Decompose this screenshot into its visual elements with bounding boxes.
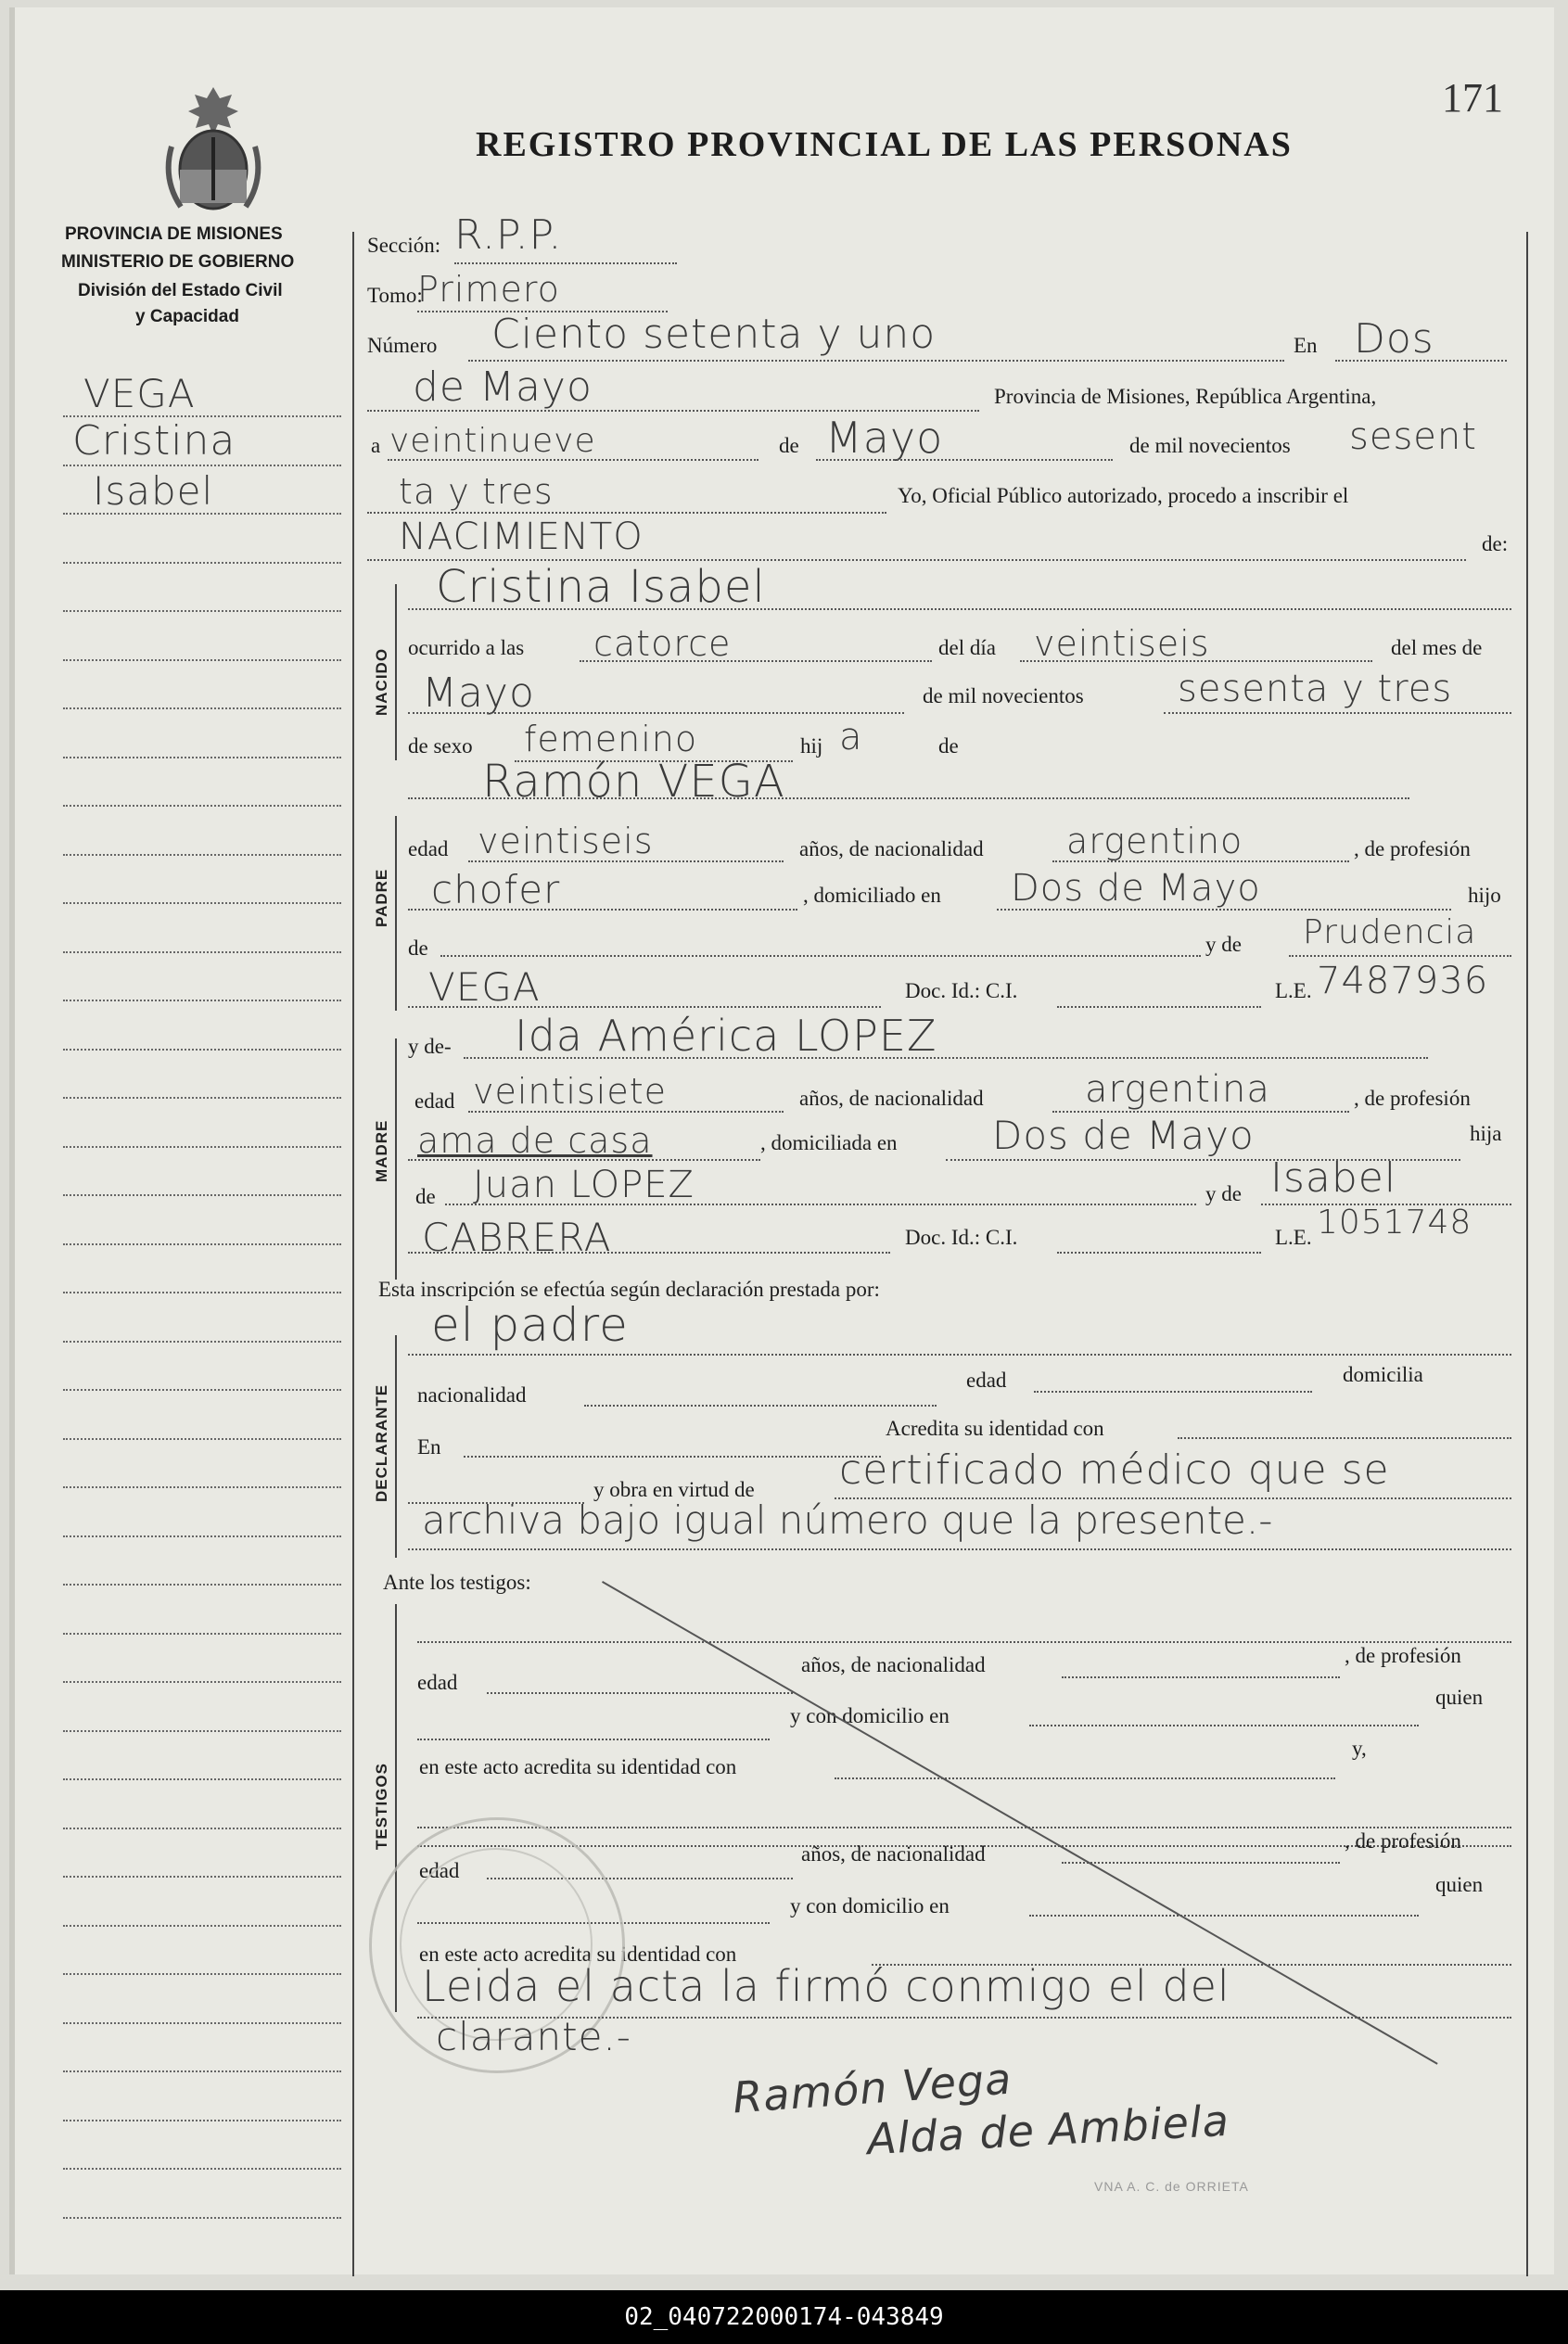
padre-dom-label: , domiciliado en: [803, 884, 941, 907]
padre-de-label: de: [408, 936, 428, 960]
nac-anio-line: [1164, 712, 1511, 714]
madre-doc-label: Doc. Id.: C.I.: [905, 1226, 1018, 1249]
coat-of-arms-icon: [162, 82, 264, 216]
signature-declarante: Ramón Vega: [731, 2053, 1013, 2123]
dia-line: [1020, 660, 1372, 662]
t1-dom-line: [1029, 1725, 1419, 1726]
madre-edad-value: veintisiete: [473, 1071, 667, 1112]
madre-yde-label: y de-: [408, 1035, 452, 1058]
margin-divider: [352, 232, 354, 2276]
margin-line: [63, 1000, 341, 1001]
t1-prof-line: [417, 1739, 770, 1740]
madre-padre-value: Juan LOPEZ: [473, 1164, 695, 1206]
inscripcion-label: Esta inscripción se efectúa según declaración prestada por:: [378, 1278, 880, 1301]
a-label: a: [371, 434, 381, 457]
madre-prof-line: [408, 1159, 760, 1161]
seccion-label: Sección:: [367, 234, 441, 257]
padre-nombre-line: [408, 797, 1409, 799]
margin-line: [63, 1973, 341, 1975]
ministry-label: MINISTERIO DE GOBIERNO: [61, 252, 295, 272]
de-mil-label-2: de mil novecientos: [923, 684, 1084, 707]
decl-dom-label: domicilia: [1343, 1363, 1423, 1386]
side-label-nacido: NACIDO: [373, 647, 390, 716]
numero-line: [468, 360, 1284, 362]
madre-madre-value: Isabel: [1270, 1154, 1397, 1202]
en2-line: [367, 410, 979, 412]
padre-le-label: L.E.: [1275, 979, 1312, 1002]
ocurrido-label: ocurrido a las: [408, 636, 525, 659]
margin-line: [63, 2168, 341, 2170]
margin-line: [63, 707, 341, 709]
madre-edad-label: edad: [414, 1089, 455, 1113]
t1-edad-label: edad: [417, 1671, 458, 1694]
madre-le-label: L.E.: [1275, 1226, 1312, 1249]
margin-line: [63, 1486, 341, 1488]
cierre-line-1: Leida el acta la firmó conmigo el del: [422, 1961, 1230, 2011]
t2-prof-label: , de profesión: [1345, 1829, 1461, 1853]
margin-line: [63, 902, 341, 904]
margin-line: [63, 1389, 341, 1391]
obra-value-2: archiva bajo igual número que la presente.-: [422, 1497, 1273, 1543]
page-title: REGISTRO PROVINCIAL DE LAS PERSONAS: [476, 125, 1293, 164]
tomo-label: Tomo:: [367, 284, 423, 307]
padre-yde-label: y de: [1205, 933, 1242, 956]
padre-de-line: [440, 955, 1201, 957]
de-colon-label: de:: [1482, 532, 1509, 555]
margin-line: [63, 513, 341, 515]
padre-prof-value: chofer: [431, 867, 561, 912]
provincia-label: Provincia de Misiones, República Argentina,: [994, 385, 1377, 408]
page-number: 171: [1442, 75, 1503, 121]
declarante-value: el padre: [431, 1298, 629, 1352]
decl-nac-line: [584, 1405, 937, 1407]
margin-line: [63, 805, 341, 807]
tomo-value: Primero: [417, 269, 560, 310]
numero-value: Ciento setenta y uno: [491, 311, 937, 358]
madre-madre-ap-value: CABRERA: [422, 1215, 612, 1260]
margin-line: [63, 1146, 341, 1148]
hija-label: hija: [1470, 1122, 1502, 1145]
padre-edad-value: veintiseis: [478, 821, 654, 861]
oficial-label: Yo, Oficial Público autorizado, procedo a inscribir el: [898, 484, 1349, 507]
sexo-value: femenino: [524, 719, 698, 759]
t1-prof-label: , de profesión: [1345, 1644, 1461, 1667]
margin-line: [63, 2022, 341, 2024]
margin-line: [63, 1633, 341, 1635]
side-label-declarante: DECLARANTE: [373, 1383, 390, 1502]
hij-label: hij: [800, 734, 823, 758]
padre-madre-value: Prudencia: [1303, 913, 1477, 951]
margin-line: [63, 415, 341, 417]
numero-label: Número: [367, 334, 438, 357]
decl-edad-line: [1034, 1391, 1312, 1393]
nombre-value: Cristina Isabel: [436, 561, 766, 613]
scan-id-footer: 02_040722000174-043849: [0, 2290, 1568, 2344]
padre-bracket: [395, 816, 397, 1011]
madre-dom-label: , domiciliada en: [760, 1131, 898, 1154]
margin-line: [63, 1097, 341, 1099]
margin-line: [63, 1194, 341, 1196]
hijo-label: hijo: [1468, 884, 1501, 907]
madre-bracket: [395, 1038, 397, 1280]
padre-le-value: 7487936: [1317, 960, 1489, 1002]
nac-mes-value: Mayo: [422, 669, 535, 717]
margin-line: [63, 1292, 341, 1293]
margin-line: [63, 757, 341, 758]
padre-prof-label: , de profesión: [1354, 837, 1471, 860]
margin-line: [63, 2070, 341, 2072]
anio-value-2: ta y tres: [399, 471, 554, 512]
madre-yde2-label: y de: [1205, 1182, 1242, 1205]
t2-quien-label: quien: [1435, 1873, 1484, 1896]
madre-ap-line: [408, 1252, 890, 1254]
margin-line: [63, 1730, 341, 1732]
padre-doc-line: [1057, 1006, 1261, 1008]
margin-line: [63, 1243, 341, 1245]
t2-dom-label: y con domicilio en: [790, 1894, 950, 1917]
t2-nac-label: años, de nacionalidad: [801, 1842, 986, 1866]
margin-name-1: Cristina: [72, 417, 236, 465]
en-value-1: Dos: [1354, 315, 1434, 363]
margin-line: [63, 562, 341, 564]
right-border: [1526, 232, 1528, 2276]
mes-line: [816, 459, 1113, 461]
de-label-2: de: [938, 734, 959, 758]
margin-line: [63, 951, 341, 953]
seccion-value: R.P.P.: [454, 211, 563, 259]
de-label-1: de: [779, 434, 799, 457]
obra-line-2: [408, 1548, 1511, 1550]
padre-dom-value: Dos de Mayo: [1011, 867, 1261, 910]
margin-line: [63, 1584, 341, 1586]
margin-line: [63, 1049, 341, 1051]
margin-line: [63, 1876, 341, 1878]
t2-edad-label: edad: [419, 1859, 460, 1882]
padre-madre-ap-value: VEGA: [428, 964, 541, 1010]
decl-en-label: En: [417, 1435, 441, 1459]
margin-line: [63, 854, 341, 856]
padre-ap-line: [408, 1006, 881, 1008]
del-mes-label: del mes de: [1391, 636, 1483, 659]
obra-value-1: certificado médico que se: [839, 1446, 1390, 1494]
padre-nombre-value: Ramón VEGA: [482, 756, 785, 808]
side-label-madre: MADRE: [373, 1119, 390, 1182]
cierre-line-2: clarante.-: [436, 2014, 631, 2059]
acredita-line: [1178, 1437, 1511, 1439]
decl-nac-label: nacionalidad: [417, 1383, 527, 1407]
padre-nac-value: argentino: [1066, 821, 1243, 861]
padre-dom-line: [997, 909, 1451, 911]
seccion-line: [454, 262, 677, 264]
padre-nac-line: [1052, 860, 1349, 862]
margin-line: [63, 659, 341, 661]
madre-nombre-value: Ida América LOPEZ: [515, 1011, 937, 1061]
t1-quien-label: quien: [1435, 1686, 1484, 1709]
hij-suffix-value: a: [839, 716, 863, 758]
t1-nac-line: [1062, 1676, 1340, 1678]
padre-doc-label: Doc. Id.: C.I.: [905, 979, 1018, 1002]
tipo-value: NACIMIENTO: [399, 516, 644, 558]
signature-oficial: Alda de Ambiela: [865, 2095, 1231, 2165]
obra-label: y obra en virtud de: [593, 1478, 755, 1501]
de-sexo-label: de sexo: [408, 734, 473, 758]
madre-nac-value: argentina: [1085, 1068, 1270, 1111]
side-label-testigos: TESTIGOS: [373, 1763, 390, 1850]
madre-doc-line: [1057, 1252, 1261, 1254]
margin-line: [63, 610, 341, 612]
hora-line: [580, 660, 932, 662]
madre-edad-line: [468, 1111, 784, 1113]
madre-dom-value: Dos de Mayo: [992, 1113, 1255, 1158]
t2-dom-line: [1029, 1915, 1419, 1917]
margin-name-2: Isabel: [93, 468, 214, 514]
margin-line: [63, 1438, 341, 1440]
de-mil-label: de mil novecientos: [1129, 434, 1291, 457]
en-label: En: [1294, 334, 1318, 357]
t2-acredita-label: en este acto acredita su identidad con: [419, 1943, 737, 1966]
printed-stamp: VNA A. C. de ORRIETA: [1094, 2179, 1249, 2194]
margin-line: [63, 1535, 341, 1537]
margin-line: [63, 1341, 341, 1343]
margin-line: [63, 2217, 341, 2219]
margin-surname: VEGA: [83, 371, 196, 416]
testigos-label: Ante los testigos:: [383, 1571, 531, 1594]
division-label: División del Estado Civil: [78, 281, 283, 300]
padre-prof-line: [408, 909, 797, 911]
en-line: [1335, 360, 1507, 362]
margin-line: [63, 1828, 341, 1829]
dia-value: veintiseis: [1034, 623, 1210, 664]
side-label-padre: PADRE: [373, 868, 390, 927]
t1-acredita-label: en este acto acredita su identidad con: [419, 1755, 737, 1778]
margin-line: [63, 1778, 341, 1780]
province-label: PROVINCIA DE MISIONES: [65, 224, 283, 244]
padre-edad-label: edad: [408, 837, 449, 860]
padre-madre-line: [1289, 955, 1511, 957]
nacido-bracket: [395, 584, 397, 760]
t1-edad-line: [487, 1692, 793, 1694]
hora-value: catorce: [593, 623, 732, 664]
madre-nombre-line: [464, 1057, 1428, 1059]
t1-nac-label: años, de nacionalidad: [801, 1653, 986, 1676]
decl-edad-label: edad: [966, 1369, 1007, 1392]
declarante-bracket: [395, 1335, 397, 1558]
decl-en-line: [464, 1456, 881, 1458]
padre-edad-line: [468, 860, 784, 862]
padre-nac-label: años, de nacionalidad: [799, 837, 984, 860]
t2-nac-line: [1062, 1862, 1340, 1864]
t1-acredita-line: [835, 1777, 1335, 1779]
madre-le-value: 1051748: [1317, 1204, 1472, 1242]
anio-value-1: sesent: [1349, 415, 1477, 458]
a-dia-value: veintinueve: [389, 422, 596, 460]
t1-name-line: [417, 1641, 1511, 1643]
madre-prof-value: ama de casa: [417, 1120, 653, 1161]
madre-padre-line: [445, 1204, 1196, 1205]
del-dia-label: del día: [938, 636, 996, 659]
t1-y-label: y,: [1352, 1737, 1367, 1760]
a-line: [388, 459, 759, 461]
acredita-label: Acredita su identidad con: [886, 1417, 1104, 1440]
margin-line: [63, 2120, 341, 2121]
t1-dom-label: y con domicilio en: [790, 1704, 950, 1727]
madre-de-label: de: [415, 1185, 436, 1208]
capacity-label: y Capacidad: [135, 307, 239, 326]
declarante-line: [408, 1354, 1511, 1356]
margin-line: [63, 1681, 341, 1683]
madre-prof-label: , de profesión: [1354, 1087, 1471, 1110]
nac-mes-line: [408, 712, 904, 714]
t1-end-line: [417, 1827, 1511, 1828]
madre-nac-label: años, de nacionalidad: [799, 1087, 984, 1110]
margin-line: [63, 1925, 341, 1927]
nombre-line: [408, 608, 1511, 610]
margin-line: [63, 465, 341, 466]
en-value-2: de Mayo: [413, 363, 593, 411]
nac-anio-value: sesenta y tres: [1178, 668, 1453, 710]
mes-value: Mayo: [825, 413, 944, 463]
anio2-line: [367, 512, 886, 514]
